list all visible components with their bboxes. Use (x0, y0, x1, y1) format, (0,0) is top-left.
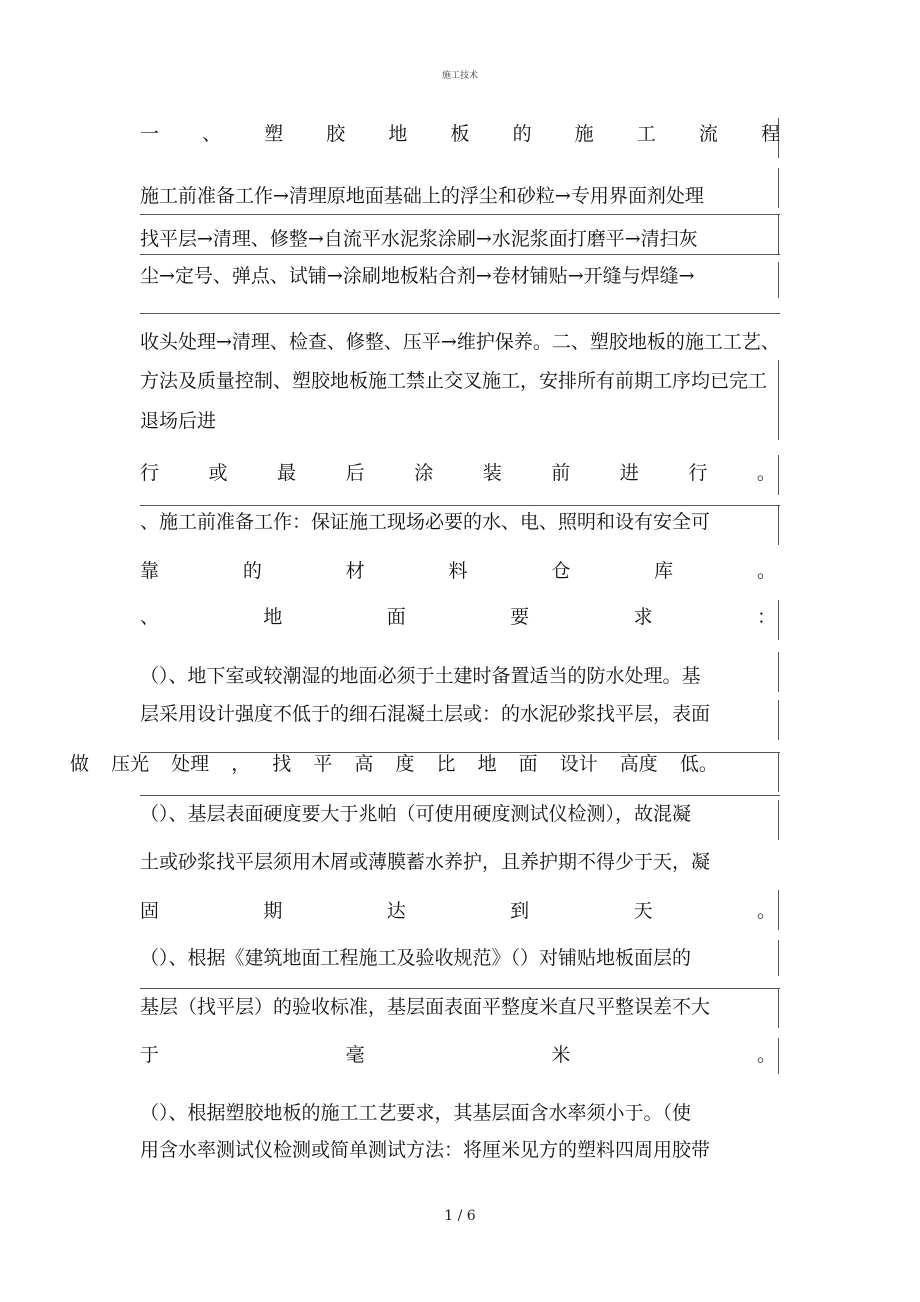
title-char: 施 (574, 123, 594, 145)
table-rule (140, 313, 780, 314)
text-char: 仓 (551, 560, 571, 582)
title-char: 板 (450, 123, 470, 145)
text-char: 、 (140, 606, 160, 628)
title-char: 流 (698, 123, 718, 145)
text-char: 装 (482, 462, 502, 484)
table-border (778, 168, 779, 208)
text-char: 求 (633, 606, 653, 628)
text-char: 低。 (679, 753, 718, 775)
body-line: 层采用设计强度不低于的细石混凝土层或：的水泥砂浆找平层，表面 (140, 703, 711, 725)
text-char: 库 (654, 560, 674, 582)
text-char: 面 (386, 606, 406, 628)
table-border (778, 800, 779, 840)
body-line: （）、根据塑胶地板的施工工艺要求，其基层面含水率须小于。（使 (140, 1102, 692, 1124)
table-border (778, 1038, 779, 1074)
text-char: 材 (345, 560, 365, 582)
table-border (778, 360, 779, 440)
table-border (778, 455, 779, 495)
table-border (778, 940, 779, 976)
body-line: 用含水率测试仪检测或简单测试方法：将厘米见方的塑料四周用胶带 (140, 1139, 711, 1161)
table-rule (140, 795, 780, 796)
body-line: 退场后进 (140, 410, 217, 432)
text-char: 固 (140, 900, 160, 922)
spread-line (140, 899, 776, 923)
text-char: 涂 (414, 462, 434, 484)
body-line: 尘→定号、弹点、试铺→涂刷地板粘合剂→卷材铺贴→开缝与焊缝→ (140, 265, 695, 287)
text-char: 压光 (111, 753, 150, 775)
text-char: 前 (551, 462, 571, 484)
text-char: 料 (448, 560, 468, 582)
table-rule (140, 505, 780, 506)
text-char: 天 (633, 900, 653, 922)
spread-line (140, 461, 776, 485)
text-char: 设计 (559, 753, 598, 775)
page-header: 施工技术 (441, 71, 478, 81)
title-char: 胶 (326, 123, 346, 145)
title-char: 程 (760, 123, 780, 145)
text-char: ， (231, 753, 251, 775)
spread-line (140, 605, 776, 629)
body-line: 收头处理→清理、检查、修整、压平→维护保养。二、塑胶地板的施工工艺、 (140, 331, 780, 353)
text-char: 高 (354, 753, 374, 775)
table-border (778, 600, 779, 640)
text-char: 度 (395, 753, 415, 775)
text-char: 处理 (171, 753, 210, 775)
text-char: 。 (756, 560, 776, 582)
table-rule (140, 988, 780, 989)
section-title-1 (140, 122, 780, 146)
body-line: 找平层→清理、修整→自流平水泥浆涂刷→水泥浆面打磨平→清扫灰 (140, 228, 698, 250)
text-char: 。 (756, 1044, 776, 1066)
table-border (778, 652, 779, 692)
table-border (778, 262, 779, 298)
body-line: （）、地下室或较潮湿的地面必须于土建时备置适当的防水处理。基 (140, 665, 701, 687)
title-char: 、 (202, 123, 222, 145)
body-line: （）、基层表面硬度要大于兆帕（可使用硬度测试仪检测），故混凝 (140, 803, 692, 825)
body-line: 施工前准备工作→清理原地面基础上的浮尘和砂粒→专用界面剂处理 (140, 185, 704, 207)
title-char: 地 (388, 123, 408, 145)
table-border (778, 890, 779, 930)
text-char: 达 (386, 900, 406, 922)
table-border (778, 700, 779, 740)
text-char: 。 (756, 900, 776, 922)
text-char: 面 (518, 753, 538, 775)
text-char: 行 (140, 462, 160, 484)
text-char: 行 (688, 462, 708, 484)
table-rule (140, 214, 780, 215)
table-border (778, 505, 779, 545)
text-char: 靠 (140, 560, 160, 582)
table-rule (140, 254, 780, 255)
title-char: 一 (140, 123, 160, 145)
text-char: 地 (477, 753, 497, 775)
text-char: 到 (510, 900, 530, 922)
title-char: 塑 (264, 123, 284, 145)
spread-line (70, 752, 718, 776)
text-char: 找 (272, 753, 292, 775)
text-char: 高度 (619, 753, 658, 775)
body-line: 基层（找平层）的验收标准，基层面表面平整度米直尺平整误差不大 (140, 996, 711, 1018)
body-line: 、施工前准备工作：保证施工现场必要的水、电、照明和设有安全可 (140, 511, 711, 533)
text-char: 做 (70, 753, 90, 775)
body-line: 方法及质量控制、塑胶地板施工禁止交叉施工，安排所有前期工序均已完工 (140, 370, 768, 392)
body-line: （）、根据《建筑地面工程施工及验收规范》（）对铺贴地板面层的 (140, 947, 692, 969)
body-line: 土或砂浆找平层须用木屑或薄膜蓄水养护，且养护期不得少于天，凝 (140, 851, 711, 873)
text-char: 毫 (345, 1044, 365, 1066)
text-char: 后 (345, 462, 365, 484)
text-char: 比 (436, 753, 456, 775)
text-char: 要 (510, 606, 530, 628)
text-char: 最 (277, 462, 297, 484)
text-char: 于 (140, 1044, 160, 1066)
title-char: 工 (636, 123, 656, 145)
page-number: 1 / 6 (444, 1208, 476, 1224)
text-char: 。 (756, 462, 776, 484)
text-char: 的 (242, 560, 262, 582)
title-char: 的 (512, 123, 532, 145)
text-char: 进 (619, 462, 639, 484)
table-border (778, 214, 779, 254)
text-char: ： (756, 606, 776, 628)
table-border (778, 988, 779, 1028)
text-char: 平 (313, 753, 333, 775)
text-char: 地 (263, 606, 283, 628)
text-char: 米 (551, 1044, 571, 1066)
spread-line (140, 559, 776, 583)
spread-line (140, 1043, 776, 1067)
text-char: 或 (208, 462, 228, 484)
table-border (778, 752, 779, 792)
text-char: 期 (263, 900, 283, 922)
